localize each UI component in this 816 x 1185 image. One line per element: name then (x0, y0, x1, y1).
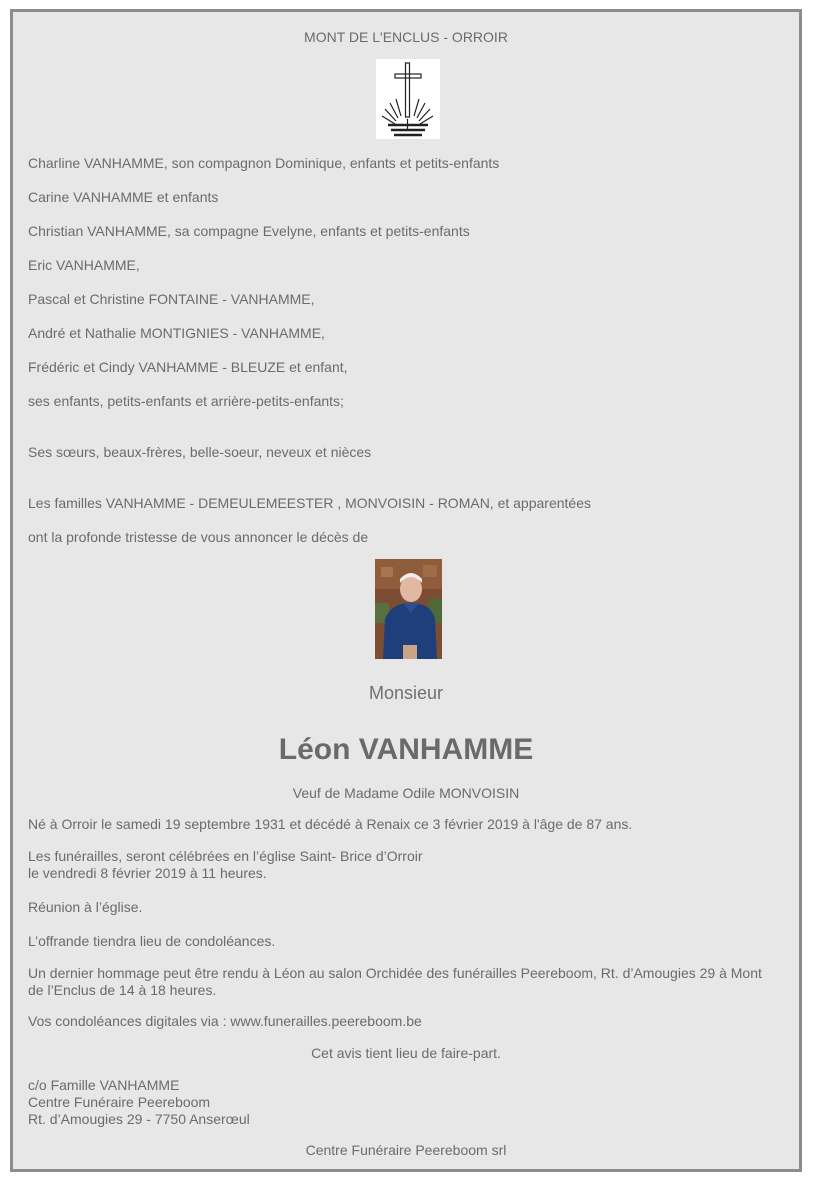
cross-emblem (376, 59, 440, 139)
family-line: Pascal et Christine FONTAINE - VANHAMME, (28, 291, 315, 307)
widow-of: Veuf de Madame Odile MONVOISIN (292, 785, 520, 801)
contact-line: c/o Famille VANHAMME (28, 1077, 180, 1093)
birth-death-details: Né à Orroir le samedi 19 septembre 1931 et décédé à Renaix ce 3 février 2019 à l'âge de 87 ans. (28, 816, 633, 832)
family-line: Frédéric et Cindy VANHAMME - BLEUZE et enfant, (28, 359, 348, 375)
announcement-line: ont la profonde tristesse de vous annoncer le décès de (28, 529, 369, 545)
family-line: Les familles VANHAMME - DEMEULEMEESTER , MONVOISIN - ROMAN, et apparentées (28, 495, 591, 511)
family-line: Ses sœurs, beaux-frères, belle-soeur, neveux et nièces (28, 444, 372, 460)
offering-note: L’offrande tiendra lieu de condoléances. (28, 933, 276, 949)
reunion-note: Réunion à l’église. (28, 899, 143, 915)
honorific: Monsieur (368, 683, 444, 703)
family-line: Carine VANHAMME et enfants (28, 189, 219, 205)
family-line: Christian VANHAMME, sa compagne Evelyne, enfants et petits-enfants (28, 223, 470, 239)
location-header: MONT DE L'ENCLUS - ORROIR (304, 29, 508, 45)
funeral-date: le vendredi 8 février 2019 à 11 heures. (28, 865, 267, 881)
tribute-details: Un dernier hommage peut être rendu à Léon au salon Orchidée des funérailles Peereboom, Rt. d’Amougies 29 à Mont (28, 965, 762, 981)
family-line: Eric VANHAMME, (28, 257, 140, 273)
notice-line: Cet avis tient lieu de faire-part. (311, 1045, 501, 1061)
portrait-image (375, 559, 442, 659)
digital-condolences: Vos condoléances digitales via : www.funerailles.peereboom.be (28, 1013, 422, 1029)
obituary-card (10, 9, 802, 1172)
deceased-name: Léon VANHAMME (278, 733, 534, 766)
contact-line: Rt. d’Amougies 29 - 7750 Anserœul (28, 1111, 250, 1127)
tribute-details: de l’Enclus de 14 à 18 heures. (28, 982, 217, 998)
family-line: ses enfants, petits-enfants et arrière-petits-enfants; (28, 393, 344, 409)
family-line: Charline VANHAMME, son compagnon Dominique, enfants et petits-enfants (28, 155, 500, 171)
company-footer: Centre Funéraire Peereboom srl (305, 1142, 507, 1158)
family-line: André et Nathalie MONTIGNIES - VANHAMME, (28, 325, 325, 341)
funeral-details: Les funérailles, seront célébrées en l’église Saint- Brice d’Orroir (28, 848, 423, 864)
contact-line: Centre Funéraire Peereboom (28, 1094, 211, 1110)
cross-sunrays-icon (376, 59, 440, 139)
deceased-photo (375, 559, 442, 659)
